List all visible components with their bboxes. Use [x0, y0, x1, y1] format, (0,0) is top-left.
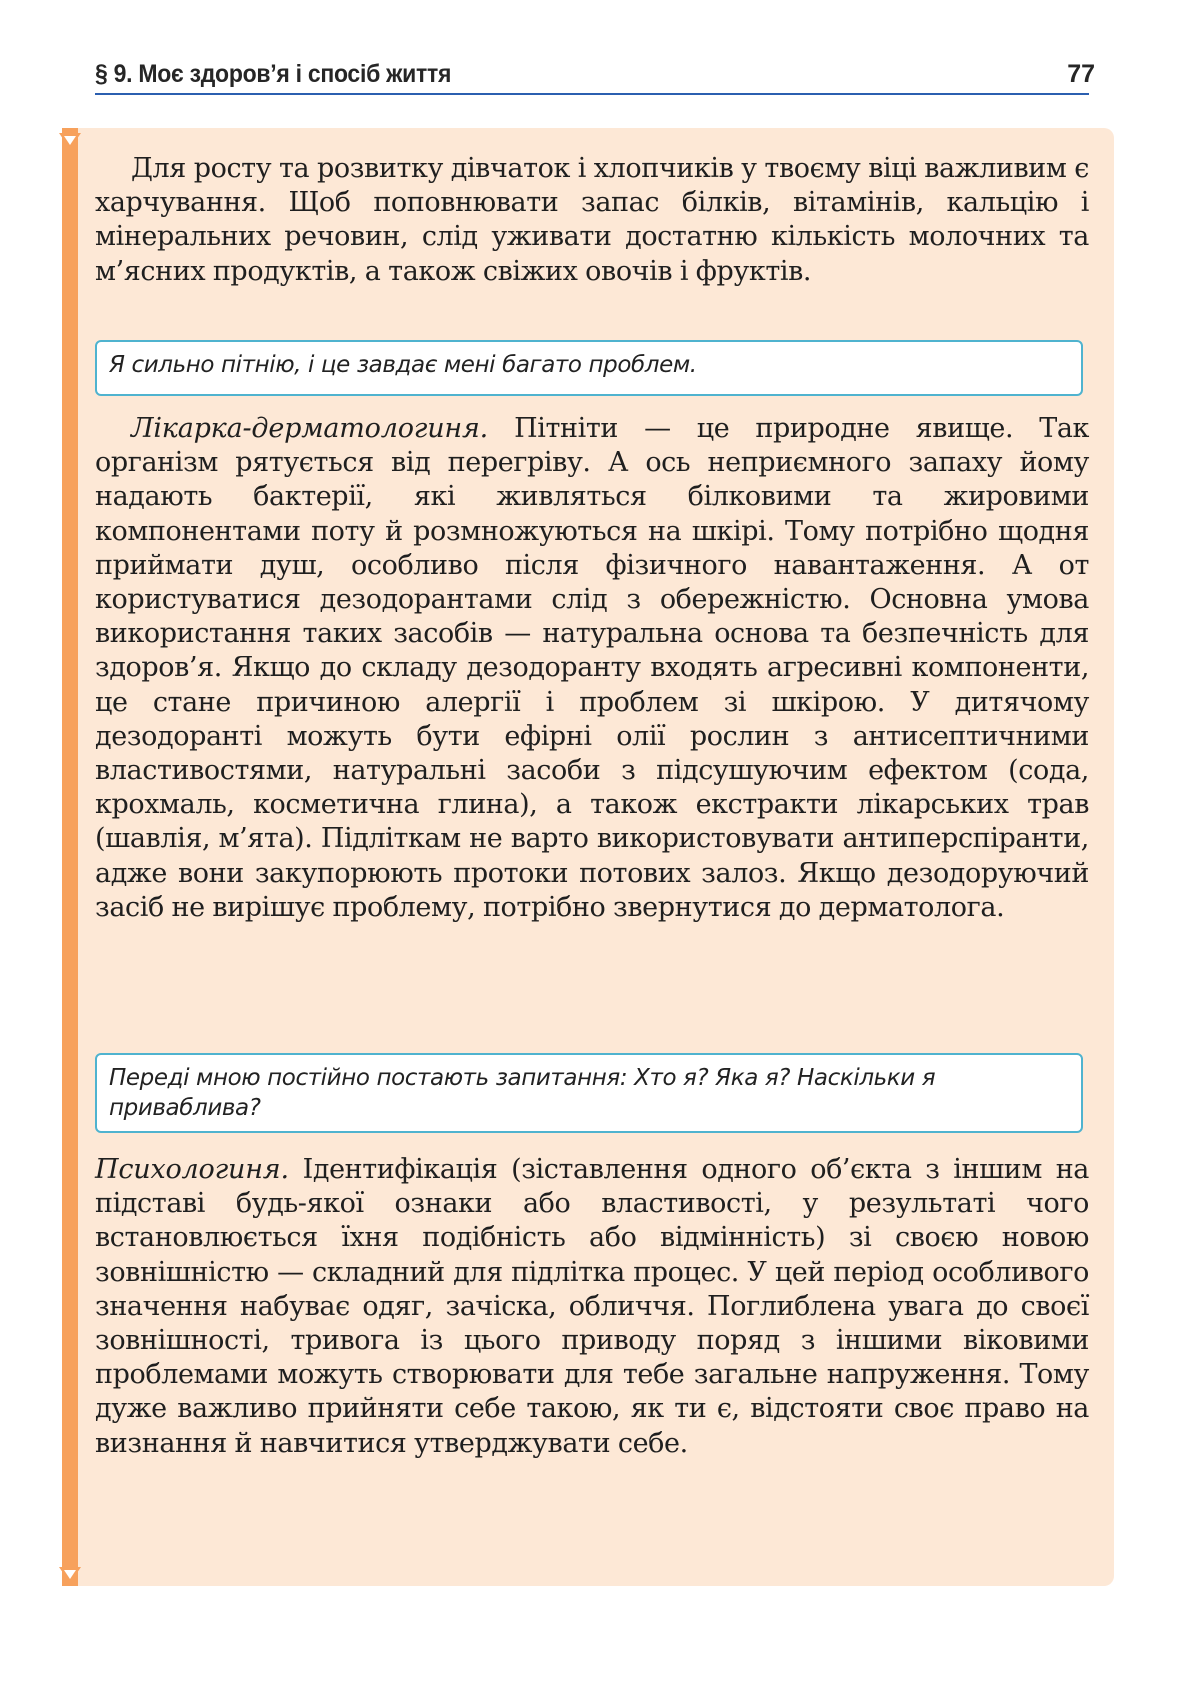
psychologist-answer	[95, 1153, 1089, 1461]
side-accent-bar	[62, 128, 78, 1586]
dermatologist-answer	[95, 412, 1089, 925]
section-title: § 9. Моє здоров’я і спосіб життя	[95, 60, 452, 88]
answer-text: Ідентифікація (зіставлення одного об’єкта з іншим на підставі будь-якої ознаки або властивості, у результаті чого встановлюється їхня подібність або відмінність) зі своєю новою зовнішністю — складний для підлітка процес. У цей період особливого значення набуває одяг, зачіска, обличчя. Поглиблена увага до своєї зовнішності, тривога із цього приводу поряд з іншими віковими проблемами можуть створювати для тебе загальне напруження. Тому дуже важливо прийняти себе такою, як ти є, відстояти своє право на визнання й навчитися утверджувати себе.	[95, 1154, 1090, 1459]
intro-text: Для росту та розвитку дівчаток і хлопчиків у твоєму віці важливим є харчування. Щоб поповнювати запас білків, вітамінів, кальцію і мінеральних речовин, слід уживати достатню кількість молочних та м’ясних продуктів, а також свіжих овочів і фруктів.	[95, 153, 1089, 287]
page-number: 77	[1067, 60, 1095, 88]
answer-text: Пітніти — це природне явище. Так організм рятується від перегріву. А ось неприємного запаху йому надають бактерії, які живляться білковими та жировими компонентами поту й розмножуються на шкірі. Тому потрібно щодня приймати душ, особливо після фізичного навантаження. А от користуватися дезодорантами слід з обережністю. Основна умова використання таких засобів — натуральна основа та безпечність для здоров’я. Якщо до складу дезодоранту входять агресивні компоненти, це стане причиною алергії і проблем зі шкірою. У дитячому дезодоранті можуть бути ефірні олії рослин з антисептичними властивостями, натуральні засоби з підсушуючим ефектом (сода, крохмаль, косметична глина), а також екстракти лікарських трав (шавлія, м’ята). Підліткам не варто використовувати антиперспіранти, адже вони закупорюють протоки потових залоз. Якщо дезодоруючий засіб не вирішує проблему, потрібно звернутися до дерматолога.	[95, 413, 1090, 923]
down-arrow-icon	[59, 133, 81, 149]
speaker-label: Психологиня.	[95, 1154, 289, 1185]
down-arrow-icon	[59, 1567, 81, 1583]
question-text: Переді мною постійно постають запитання: Хто я? Яка я? Наскільки я приваблива?	[109, 1065, 936, 1121]
speaker-label: Лікарка-дерматологиня.	[131, 413, 489, 444]
question-text: Я сильно пітнію, і це завдає мені багато проблем.	[109, 352, 697, 378]
intro-paragraph	[95, 152, 1089, 289]
page-header	[95, 58, 1095, 94]
question-box	[95, 340, 1083, 396]
header-divider	[95, 93, 1089, 95]
question-box	[95, 1053, 1083, 1133]
